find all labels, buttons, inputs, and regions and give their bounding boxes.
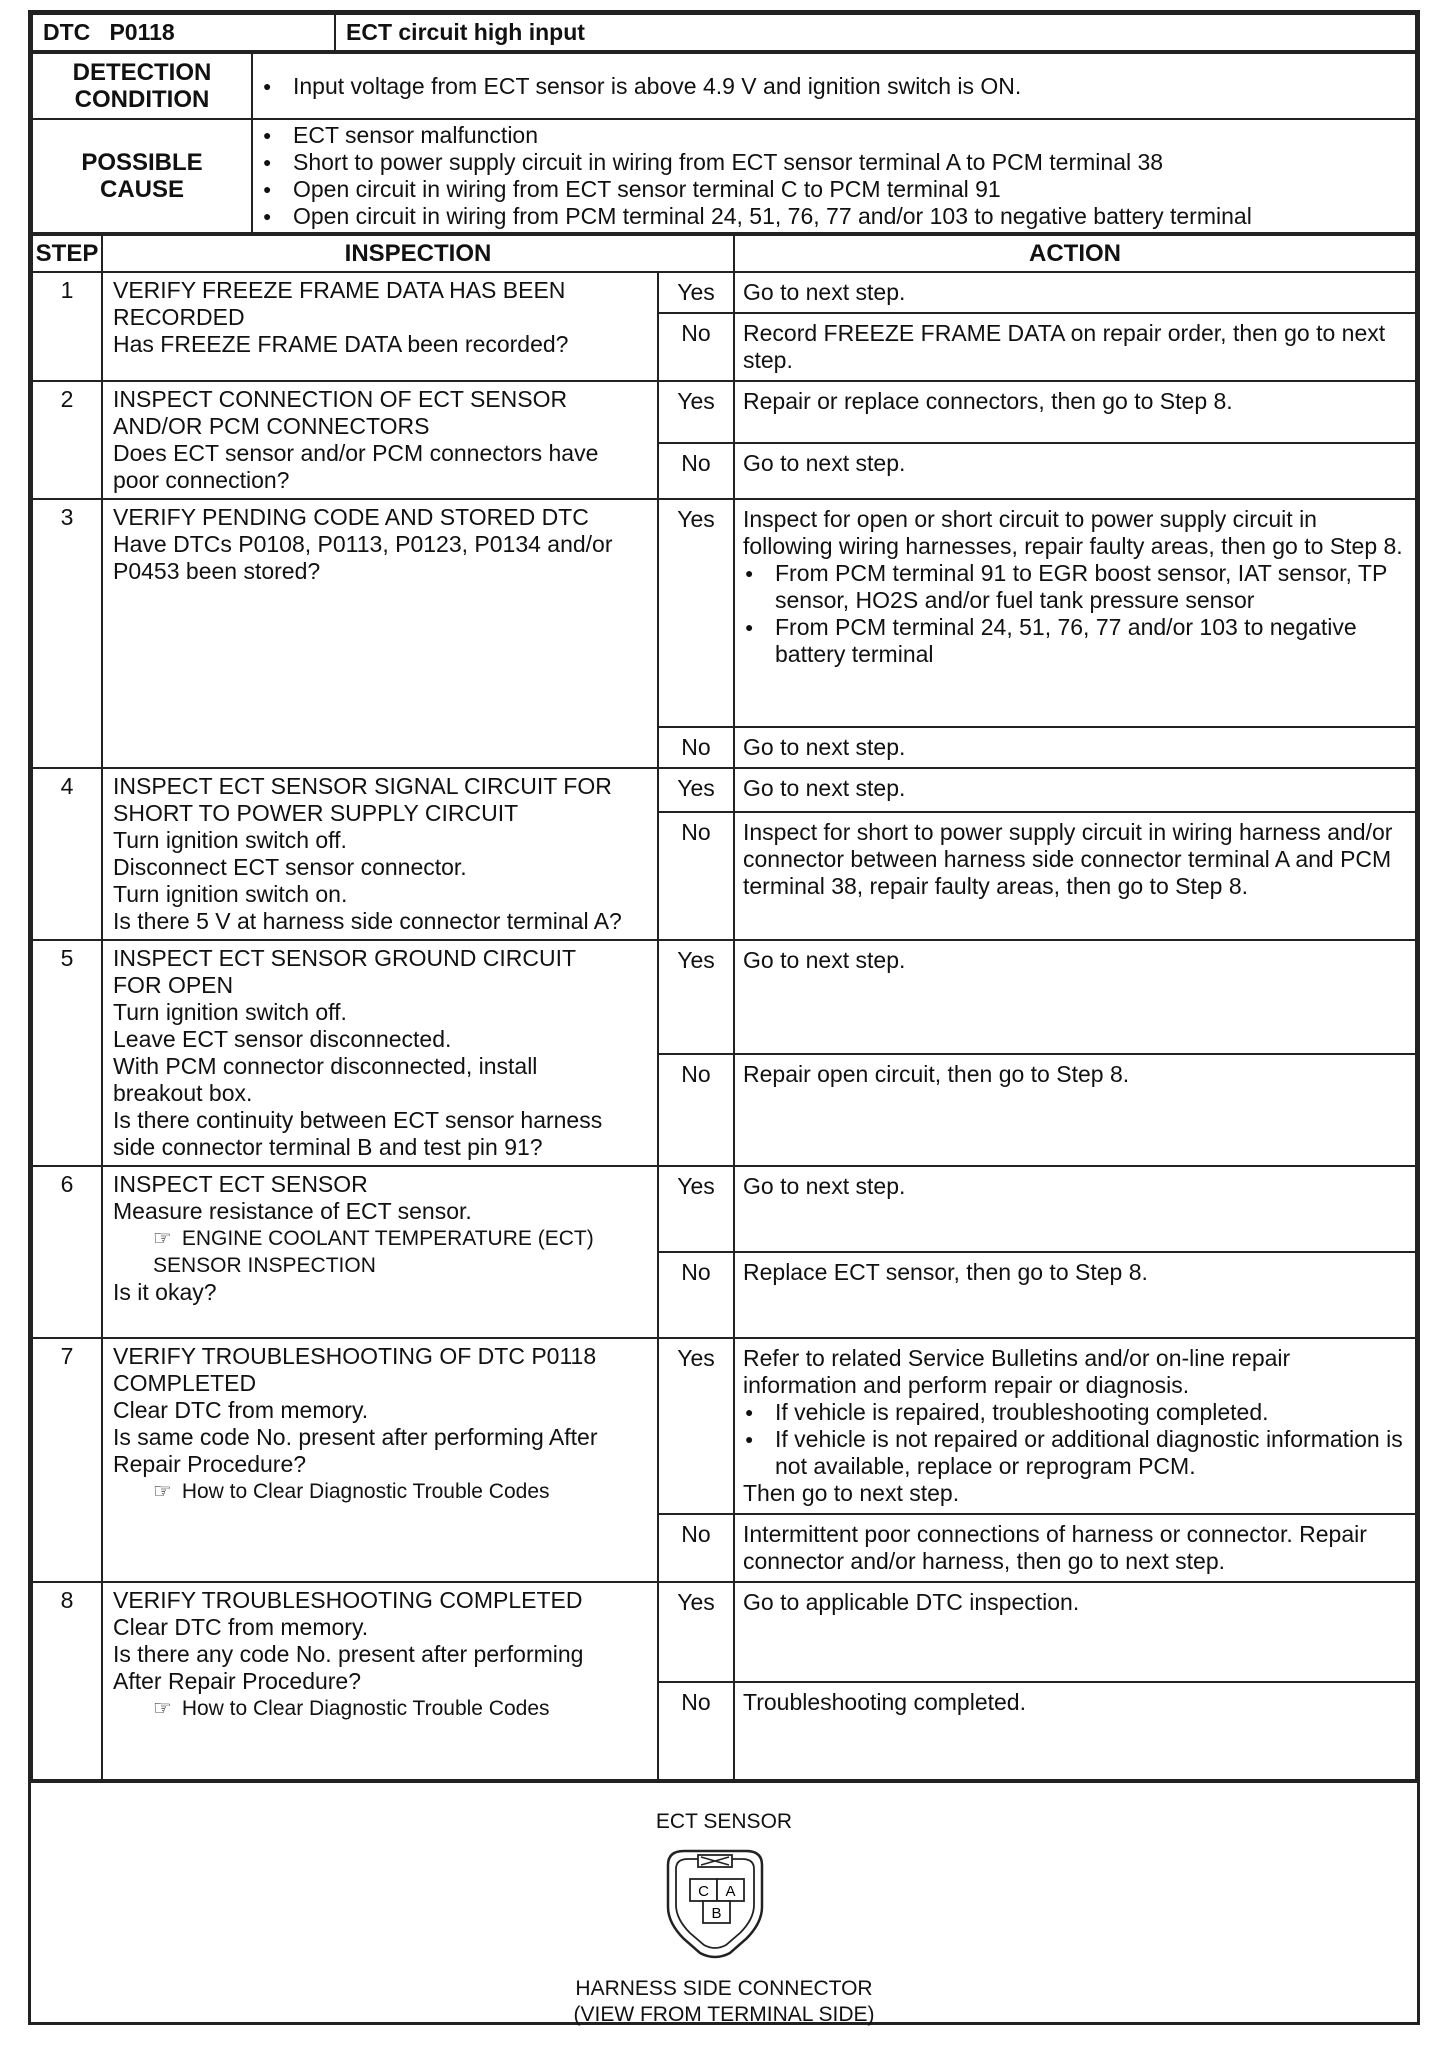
action-bullet: ● If vehicle is repaired, troubleshooting completed. (745, 1399, 1407, 1426)
yes-label: Yes (658, 768, 734, 812)
action-bullet: ● From PCM terminal 24, 51, 76, 77 and/or 103 to negative battery terminal (745, 614, 1407, 668)
reference-icon: ☞ (153, 1697, 172, 1720)
no-label: No (658, 1514, 734, 1582)
detection-label: DETECTION CONDITION (32, 53, 252, 119)
cause-item: ● Open circuit in wiring from PCM terminal 24, 51, 76, 77 and/or 103 to negative battery terminal (263, 203, 1415, 230)
yes-label: Yes (658, 1582, 734, 1682)
terminal-b-label: B (711, 1905, 722, 1922)
detection-text: ● Input voltage from ECT sensor is above 4.9 V and ignition switch is ON. (263, 73, 1415, 100)
yes-action: Go to next step. (734, 272, 1416, 313)
diagram-caption-1: HARNESS SIDE CONNECTOR (575, 1977, 873, 2000)
no-label: No (658, 313, 734, 381)
step-number: 3 (32, 499, 102, 768)
diagram-title: ECT SENSOR (655, 1810, 793, 1833)
yes-label: Yes (658, 272, 734, 313)
no-action: Repair open circuit, then go to Step 8. (734, 1054, 1416, 1166)
cause-list (253, 122, 1415, 230)
step-inspection: VERIFY TROUBLESHOOTING COMPLETED Clear DTC from memory. Is there any code No. present after performing After Repair Procedure? ☞ How to Clear Diagnostic Trouble Codes (102, 1582, 658, 1780)
step-inspection: VERIFY PENDING CODE AND STORED DTC Have DTCs P0108, P0113, P0123, P0134 and/or P0453 been stored? (102, 499, 658, 768)
yes-action: Repair or replace connectors, then go to Step 8. (734, 381, 1416, 443)
no-action: Intermittent poor connections of harness or connector. Repair connector and/or harness, then go to next step. (734, 1514, 1416, 1582)
step-inspection: INSPECT ECT SENSOR SIGNAL CIRCUIT FOR SHORT TO POWER SUPPLY CIRCUIT Turn ignition switch off. Disconnect ECT sensor connector. Turn ignition switch on. Is there 5 V at harness side connector terminal A? (102, 768, 658, 940)
condition-table (31, 52, 1417, 234)
step-number: 5 (32, 940, 102, 1166)
terminal-c-label: C (698, 1883, 709, 1900)
yes-label: Yes (658, 1338, 734, 1514)
no-label: No (658, 1682, 734, 1780)
steps-table (31, 234, 1417, 1781)
dtc-title: ECT circuit high input (335, 14, 1416, 51)
cause-item: ● Open circuit in wiring from ECT sensor terminal C to PCM terminal 91 (263, 176, 1415, 203)
reference-icon: ☞ (153, 1227, 172, 1250)
step-inspection: INSPECT ECT SENSOR Measure resistance of ECT sensor. ☞ ENGINE COOLANT TEMPERATURE (ECT) SENSOR INSPECTION Is it okay? (102, 1166, 658, 1338)
yes-label: Yes (658, 940, 734, 1054)
dtc-code: P0118 (109, 19, 175, 45)
yes-action: Go to next step. (734, 940, 1416, 1054)
diagram-caption-2: (VIEW FROM TERMINAL SIDE) (573, 2003, 875, 2026)
yes-action: Go to applicable DTC inspection. (734, 1582, 1416, 1682)
step-number: 4 (32, 768, 102, 940)
ect-connector-drawing (654, 1843, 776, 1963)
no-label: No (658, 1252, 734, 1338)
col-inspection: INSPECTION (102, 235, 734, 272)
yes-label: Yes (658, 1166, 734, 1252)
dtc-label: DTC (43, 19, 91, 45)
yes-action: Inspect for open or short circuit to power supply circuit in following wiring harnesses, repair faulty areas, then go to Step 8. ● From PCM terminal 91 to EGR boost sensor, IAT sensor, TP sensor, HO2S and/or fuel tank pressure sensor ● From PCM terminal 24, 51, 76, 77 and/or 103 to negative battery terminal (734, 499, 1416, 727)
reference-link[interactable]: ☞ How to Clear Diagnostic Trouble Codes (153, 1697, 550, 1720)
action-bullet: ● If vehicle is not repaired or additional diagnostic information is not available, replace or reprogram PCM. (745, 1426, 1407, 1480)
step-inspection: INSPECT CONNECTION OF ECT SENSOR AND/OR PCM CONNECTORS Does ECT sensor and/or PCM connectors have poor connection? (102, 381, 658, 499)
no-label: No (658, 812, 734, 940)
yes-action: Go to next step. (734, 768, 1416, 812)
action-bullet: ● From PCM terminal 91 to EGR boost sensor, IAT sensor, TP sensor, HO2S and/or fuel tank pressure sensor (745, 560, 1407, 614)
col-step: STEP (32, 235, 102, 272)
step-number: 7 (32, 1338, 102, 1582)
no-action: Troubleshooting completed. (734, 1682, 1416, 1780)
step-number: 1 (32, 272, 102, 381)
yes-label: Yes (658, 381, 734, 443)
cause-item: ● Short to power supply circuit in wiring from ECT sensor terminal A to PCM terminal 38 (263, 149, 1415, 176)
step-number: 8 (32, 1582, 102, 1780)
yes-action: Go to next step. (734, 1166, 1416, 1252)
reference-link[interactable]: ☞ ENGINE COOLANT TEMPERATURE (ECT) SENSOR INSPECTION (153, 1227, 594, 1277)
yes-label: Yes (658, 499, 734, 727)
no-action: Replace ECT sensor, then go to Step 8. (734, 1252, 1416, 1338)
dtc-code-cell (32, 14, 335, 51)
no-action: Go to next step. (734, 727, 1416, 768)
no-action: Record FREEZE FRAME DATA on repair order, then go to next step. (734, 313, 1416, 381)
col-action: ACTION (734, 235, 1416, 272)
step-inspection: VERIFY FREEZE FRAME DATA HAS BEEN RECORDED Has FREEZE FRAME DATA been recorded? (102, 272, 658, 381)
reference-link[interactable]: ☞ How to Clear Diagnostic Trouble Codes (153, 1480, 550, 1503)
step-number: 6 (32, 1166, 102, 1338)
possible-cause-label: POSSIBLE CAUSE (32, 119, 252, 233)
terminal-a-label: A (725, 1883, 736, 1900)
cause-item: ● ECT sensor malfunction (263, 122, 1415, 149)
no-action: Inspect for short to power supply circuit in wiring harness and/or connector between harness side connector terminal A and PCM terminal 38, repair faulty areas, then go to Step 8. (734, 812, 1416, 940)
step-inspection: INSPECT ECT SENSOR GROUND CIRCUIT FOR OPEN Turn ignition switch off. Leave ECT sensor disconnected. With PCM connector disconnected, install breakout box. Is there continuity between ECT sensor harness side connector terminal B and test pin 91? (102, 940, 658, 1166)
header-table (31, 13, 1417, 52)
yes-action: Refer to related Service Bulletins and/or on-line repair information and perform repair or diagnosis. ● If vehicle is repaired, troubleshooting completed. ● If vehicle is not repaired or additional diagnostic information is not available, replace or reprogram PCM. Then go to next step. (734, 1338, 1416, 1514)
no-action: Go to next step. (734, 443, 1416, 499)
step-number: 2 (32, 381, 102, 499)
dtc-page (28, 10, 1420, 2025)
connector-diagram (31, 1781, 1417, 2060)
no-label: No (658, 443, 734, 499)
step-inspection: VERIFY TROUBLESHOOTING OF DTC P0118 COMPLETED Clear DTC from memory. Is same code No. present after performing After Repair Procedure? ☞ How to Clear Diagnostic Trouble Codes (102, 1338, 658, 1582)
no-label: No (658, 727, 734, 768)
reference-icon: ☞ (153, 1480, 172, 1503)
no-label: No (658, 1054, 734, 1166)
